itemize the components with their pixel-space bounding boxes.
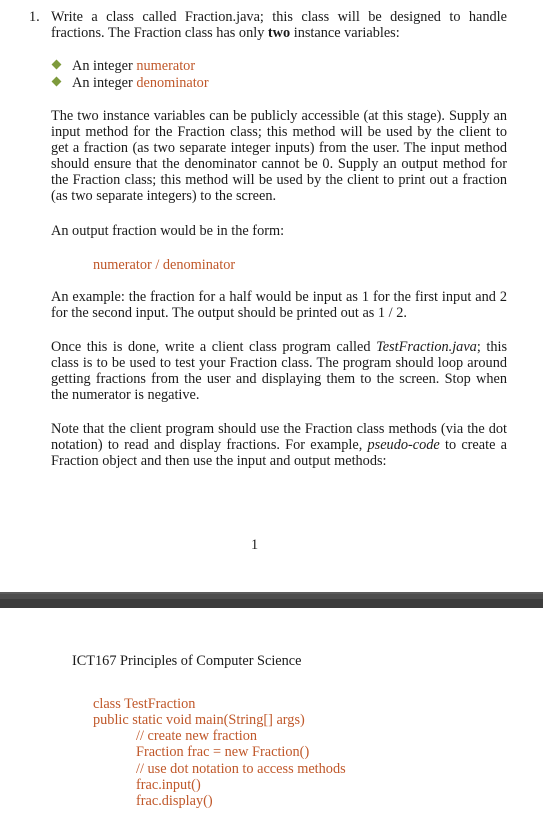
page-header: ICT167 Principles of Computer Science — [72, 653, 302, 669]
document-page-2 — [0, 608, 543, 817]
paragraph-output-form: An output fraction would be in the form: — [51, 223, 285, 239]
paragraph-client — [51, 339, 507, 403]
code-line: // use dot notation to access methods — [136, 761, 346, 777]
question-number: 1. — [29, 9, 40, 25]
code-line: // create new fraction — [136, 728, 258, 744]
list-item — [51, 75, 209, 92]
para5-text-1: Note that the client program should use the Fraction class methods (via the dot notation) to read and display fractions. For example, — [51, 421, 507, 453]
bullet-prefix: An integer — [72, 58, 137, 74]
question-intro — [51, 9, 507, 41]
para4-italic: TestFraction.java — [376, 339, 477, 355]
bullet-term: numerator — [136, 58, 196, 74]
list-item — [51, 58, 209, 75]
code-line: frac.input() — [136, 777, 201, 793]
intro-bold: two — [267, 25, 291, 41]
paragraph-dot-notation — [51, 421, 507, 469]
output-form-line: numerator / denominator — [93, 257, 236, 273]
code-line: class TestFraction — [93, 696, 196, 712]
paragraph-example: An example: the fraction for a half would be input as 1 for the first input and 2 for the second input. The output should be printed out as 1 / 2. — [51, 289, 507, 321]
paragraph-methods: The two instance variables can be publicly accessible (at this stage). Supply an input method for the Fraction class; this method will be used by the client to get a fraction (as two separate integer inputs) from the user. The input method should ensure that the denominator cannot be 0. Supply an output method for the Fraction class; this method will be used by the client to print out a fraction (as two separate integers) to the screen. — [51, 108, 507, 204]
bullet-term: denominator — [136, 75, 209, 91]
code-line: Fraction frac = new Fraction() — [136, 744, 310, 760]
para5-italic: pseudo-code — [367, 437, 440, 453]
page-number: 1 — [251, 537, 259, 553]
intro-text-2: instance variables: — [290, 25, 400, 41]
page-divider — [0, 592, 543, 608]
para5-text-2: to create a Fraction object and then use the input and output methods: — [51, 437, 508, 469]
para4-text-1: Once this is done, write a client class program called — [51, 339, 377, 355]
diamond-bullet-icon — [52, 60, 62, 70]
code-line: frac.display() — [136, 793, 213, 809]
para4-text-2: ; this class is to be used to test your Fraction class. The program should loop around getting fractions from the user and displaying them to the screen. Stop when the numerator is negative. — [51, 339, 508, 403]
code-line: public static void main(String[] args) — [93, 712, 305, 728]
diamond-bullet-icon — [52, 77, 62, 87]
intro-text-1: Write a class called Fraction.java; this class will be designed to handle fractions. The Fraction class has only — [51, 9, 507, 41]
bullet-prefix: An integer — [72, 75, 137, 91]
instance-variable-list — [51, 58, 209, 92]
